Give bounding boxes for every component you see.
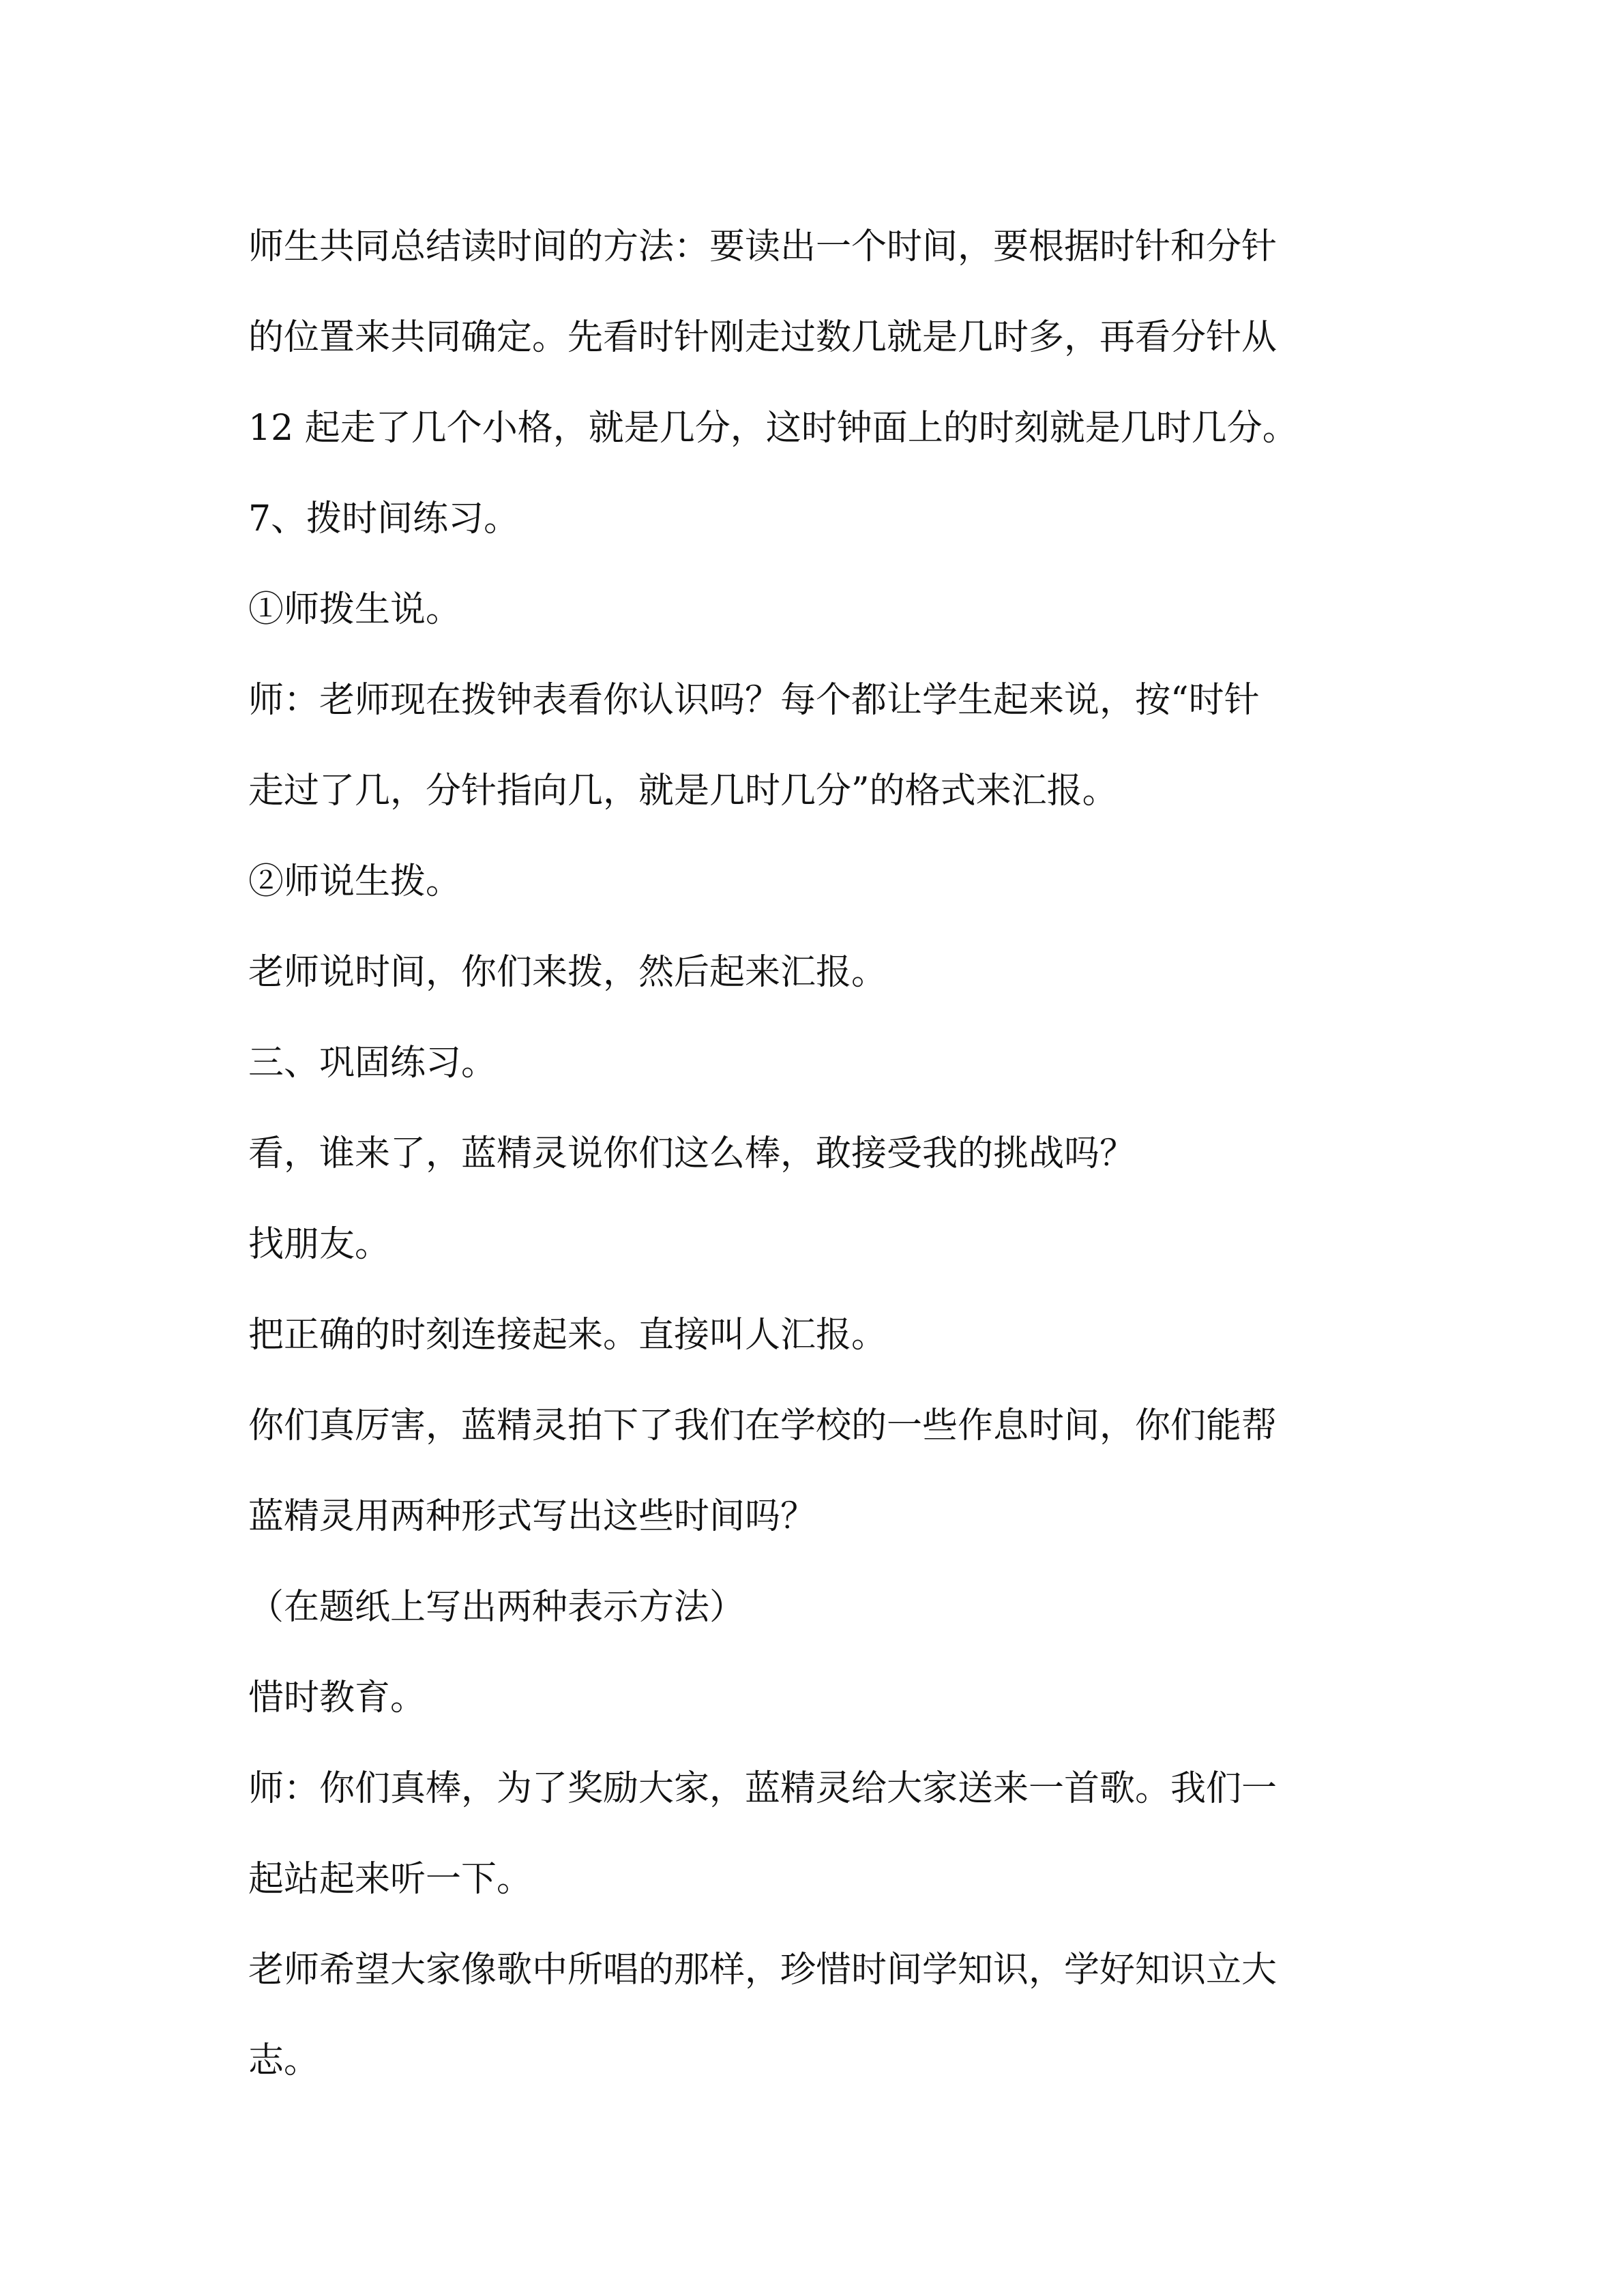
subitem-1: ①师拨生说。 — [248, 589, 462, 630]
text-line-15: 蓝精灵用两种形式写出这些时间吗？ — [248, 1496, 816, 1537]
text-line-19: 起站起来听一下。 — [248, 1859, 533, 1900]
text-line-12: 找朋友。 — [248, 1224, 391, 1265]
text-line-2: 的位置来共同确定。先看时针刚走过数几就是几时多，再看分针从 — [248, 317, 1278, 358]
section-heading-7: 7、拨时间练习。 — [248, 498, 520, 539]
document-body — [248, 202, 1374, 2106]
text-line-14: 你们真厉害，蓝精灵拍下了我们在学校的一些作息时间，你们能帮 — [248, 1405, 1278, 1446]
text-line-7: 走过了几，分针指向几，就是几时几分”的格式来汇报。 — [248, 771, 1118, 811]
text-line-11: 看，谁来了，蓝精灵说你们这么棒，敢接受我的挑战吗？ — [248, 1133, 1136, 1174]
section-heading-3: 三、巩固练习。 — [248, 1043, 497, 1084]
text-line-13: 把正确的时刻连接起来。直接叫人汇报。 — [248, 1315, 887, 1356]
text-line-6: 师：老师现在拨钟表看你认识吗？每个都让学生起来说，按“时针 — [248, 680, 1260, 721]
text-line-9: 老师说时间，你们来拨，然后起来汇报。 — [248, 952, 887, 993]
text-line-1: 师生共同总结读时间的方法：要读出一个时间，要根据时针和分针 — [248, 226, 1278, 267]
text-line-17: 惜时教育。 — [248, 1678, 426, 1718]
text-line-18: 师：你们真棒，为了奖励大家，蓝精灵给大家送来一首歌。我们一 — [248, 1768, 1278, 1809]
text-line-20: 老师希望大家像歌中所唱的那样，珍惜时间学知识，学好知识立大 — [248, 1950, 1278, 1991]
subitem-2: ②师说生拨。 — [248, 861, 462, 902]
text-line-21: 志。 — [248, 2040, 320, 2081]
text-line-3: 12 起走了几个小格，就是几分，这时钟面上的时刻就是几时几分。 — [248, 408, 1298, 449]
text-line-16: （在题纸上写出两种表示方法） — [248, 1587, 745, 1628]
